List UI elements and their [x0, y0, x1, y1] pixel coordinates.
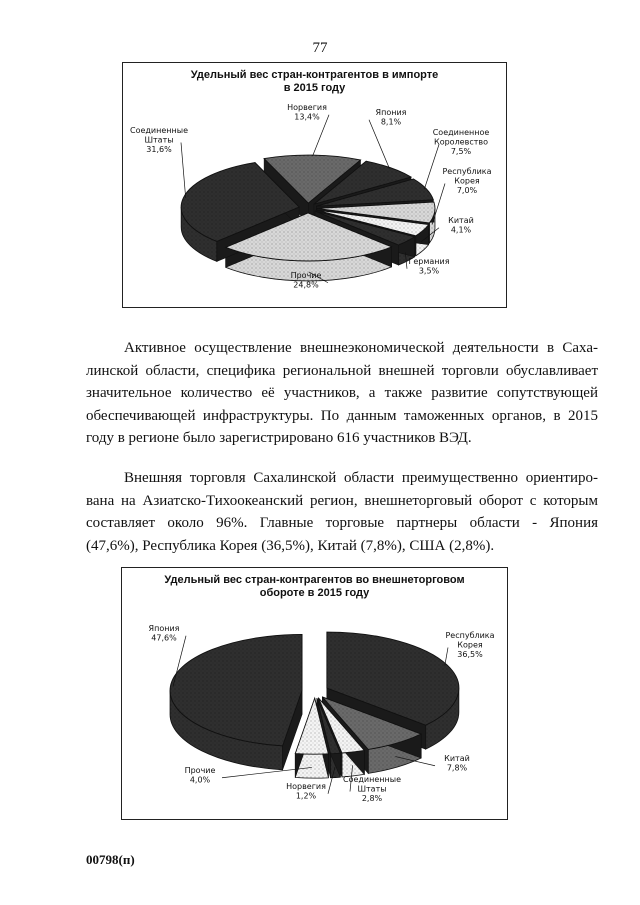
- text-line: составляет около 96%. Главные торговые партнеры области - Япония: [86, 515, 598, 531]
- slice-name-label: Соединенные: [130, 126, 188, 135]
- slice-name-label: Королевство: [434, 137, 488, 147]
- text-line: (47,6%), Республика Корея (36,5%), Китай (7,8%), США (2,8%).: [86, 537, 495, 554]
- slice-value-label: 7,0%: [456, 186, 478, 195]
- slice-value-label: 36,5%: [457, 650, 483, 659]
- slice-name-label: Соединенные: [343, 775, 401, 784]
- slice-value-label: 24,8%: [293, 280, 319, 290]
- text-line: значительное количество её участников, а также развитие сопутствующей: [86, 385, 598, 401]
- slice-value-label: 31,6%: [146, 145, 172, 154]
- text-line: году в регионе было зарегистрировано 616 участников ВЭД.: [86, 430, 472, 446]
- slice-name-label: Корея: [454, 176, 480, 186]
- slice-name-label: Республика: [445, 631, 495, 640]
- leader-line: [424, 145, 439, 190]
- slice-name-label: Соединенное: [432, 128, 490, 137]
- chart-title-line: в 2015 году: [283, 82, 346, 94]
- slice-name-label: Китай: [444, 754, 470, 763]
- slice-value-label: 7,5%: [450, 147, 472, 156]
- slice-name-label: Корея: [457, 640, 483, 650]
- slice-value-label: 8,1%: [380, 117, 402, 127]
- chart-title-line: обороте в 2015 году: [259, 587, 370, 599]
- import-share-chart: [122, 62, 507, 308]
- slice-name-label: Прочие: [290, 271, 322, 280]
- slice-value-label: 7,8%: [446, 763, 468, 773]
- paragraph: [86, 337, 598, 450]
- text-line: линской области, специфика региональной внешней торговли обуславливает: [86, 362, 598, 379]
- paragraph: [86, 467, 598, 557]
- pie-chart: [123, 63, 506, 307]
- slice-name-label: Норвегия: [287, 103, 327, 112]
- text-line: Внешняя торговля Сахалинской области преимущественно ориентиро-: [124, 470, 598, 486]
- slice-name-label: Германия: [408, 257, 450, 266]
- chart-title-line: Удельный вес стран-контрагентов в импорте: [190, 69, 439, 81]
- slice-value-label: 2,8%: [361, 794, 383, 803]
- pie-chart: [122, 568, 507, 819]
- text-line: обеспечивающей инфраструктуры. По данным таможенных органов, в 2015: [86, 407, 598, 424]
- text-line: Активное осуществление внешнеэкономической деятельности в Саха-: [124, 340, 598, 356]
- leader-line: [181, 143, 186, 198]
- slice-name-label: Китай: [448, 216, 474, 225]
- slice-name-label: Штаты: [357, 784, 387, 794]
- slice-name-label: Прочие: [184, 766, 216, 775]
- leader-line: [369, 120, 389, 169]
- slice-value-label: 4,1%: [450, 225, 472, 235]
- slice-value-label: 1,2%: [295, 791, 317, 801]
- slice-name-label: Норвегия: [286, 782, 326, 791]
- slice-value-label: 13,4%: [294, 112, 320, 122]
- slice-value-label: 47,6%: [151, 633, 177, 643]
- chart-title-line: Удельный вес стран-контрагентов во внешнеторговом: [164, 574, 465, 586]
- leader-line: [445, 648, 448, 666]
- slice-value-label: 3,5%: [418, 266, 440, 276]
- page-number: 77: [312, 40, 328, 56]
- text-line: вана на Азиатско-Тихоокеанский регион, внешнеторговый оборот с которым: [86, 492, 598, 509]
- slice-name-label: Япония: [148, 624, 180, 633]
- document-code: 00798(п): [86, 852, 135, 867]
- slice-name-label: Штаты: [144, 135, 174, 145]
- trade-turnover-share-chart: [121, 567, 508, 820]
- slice-name-label: Япония: [375, 108, 407, 117]
- slice-name-label: Республика: [442, 167, 492, 176]
- slice-value-label: 4,0%: [189, 775, 211, 785]
